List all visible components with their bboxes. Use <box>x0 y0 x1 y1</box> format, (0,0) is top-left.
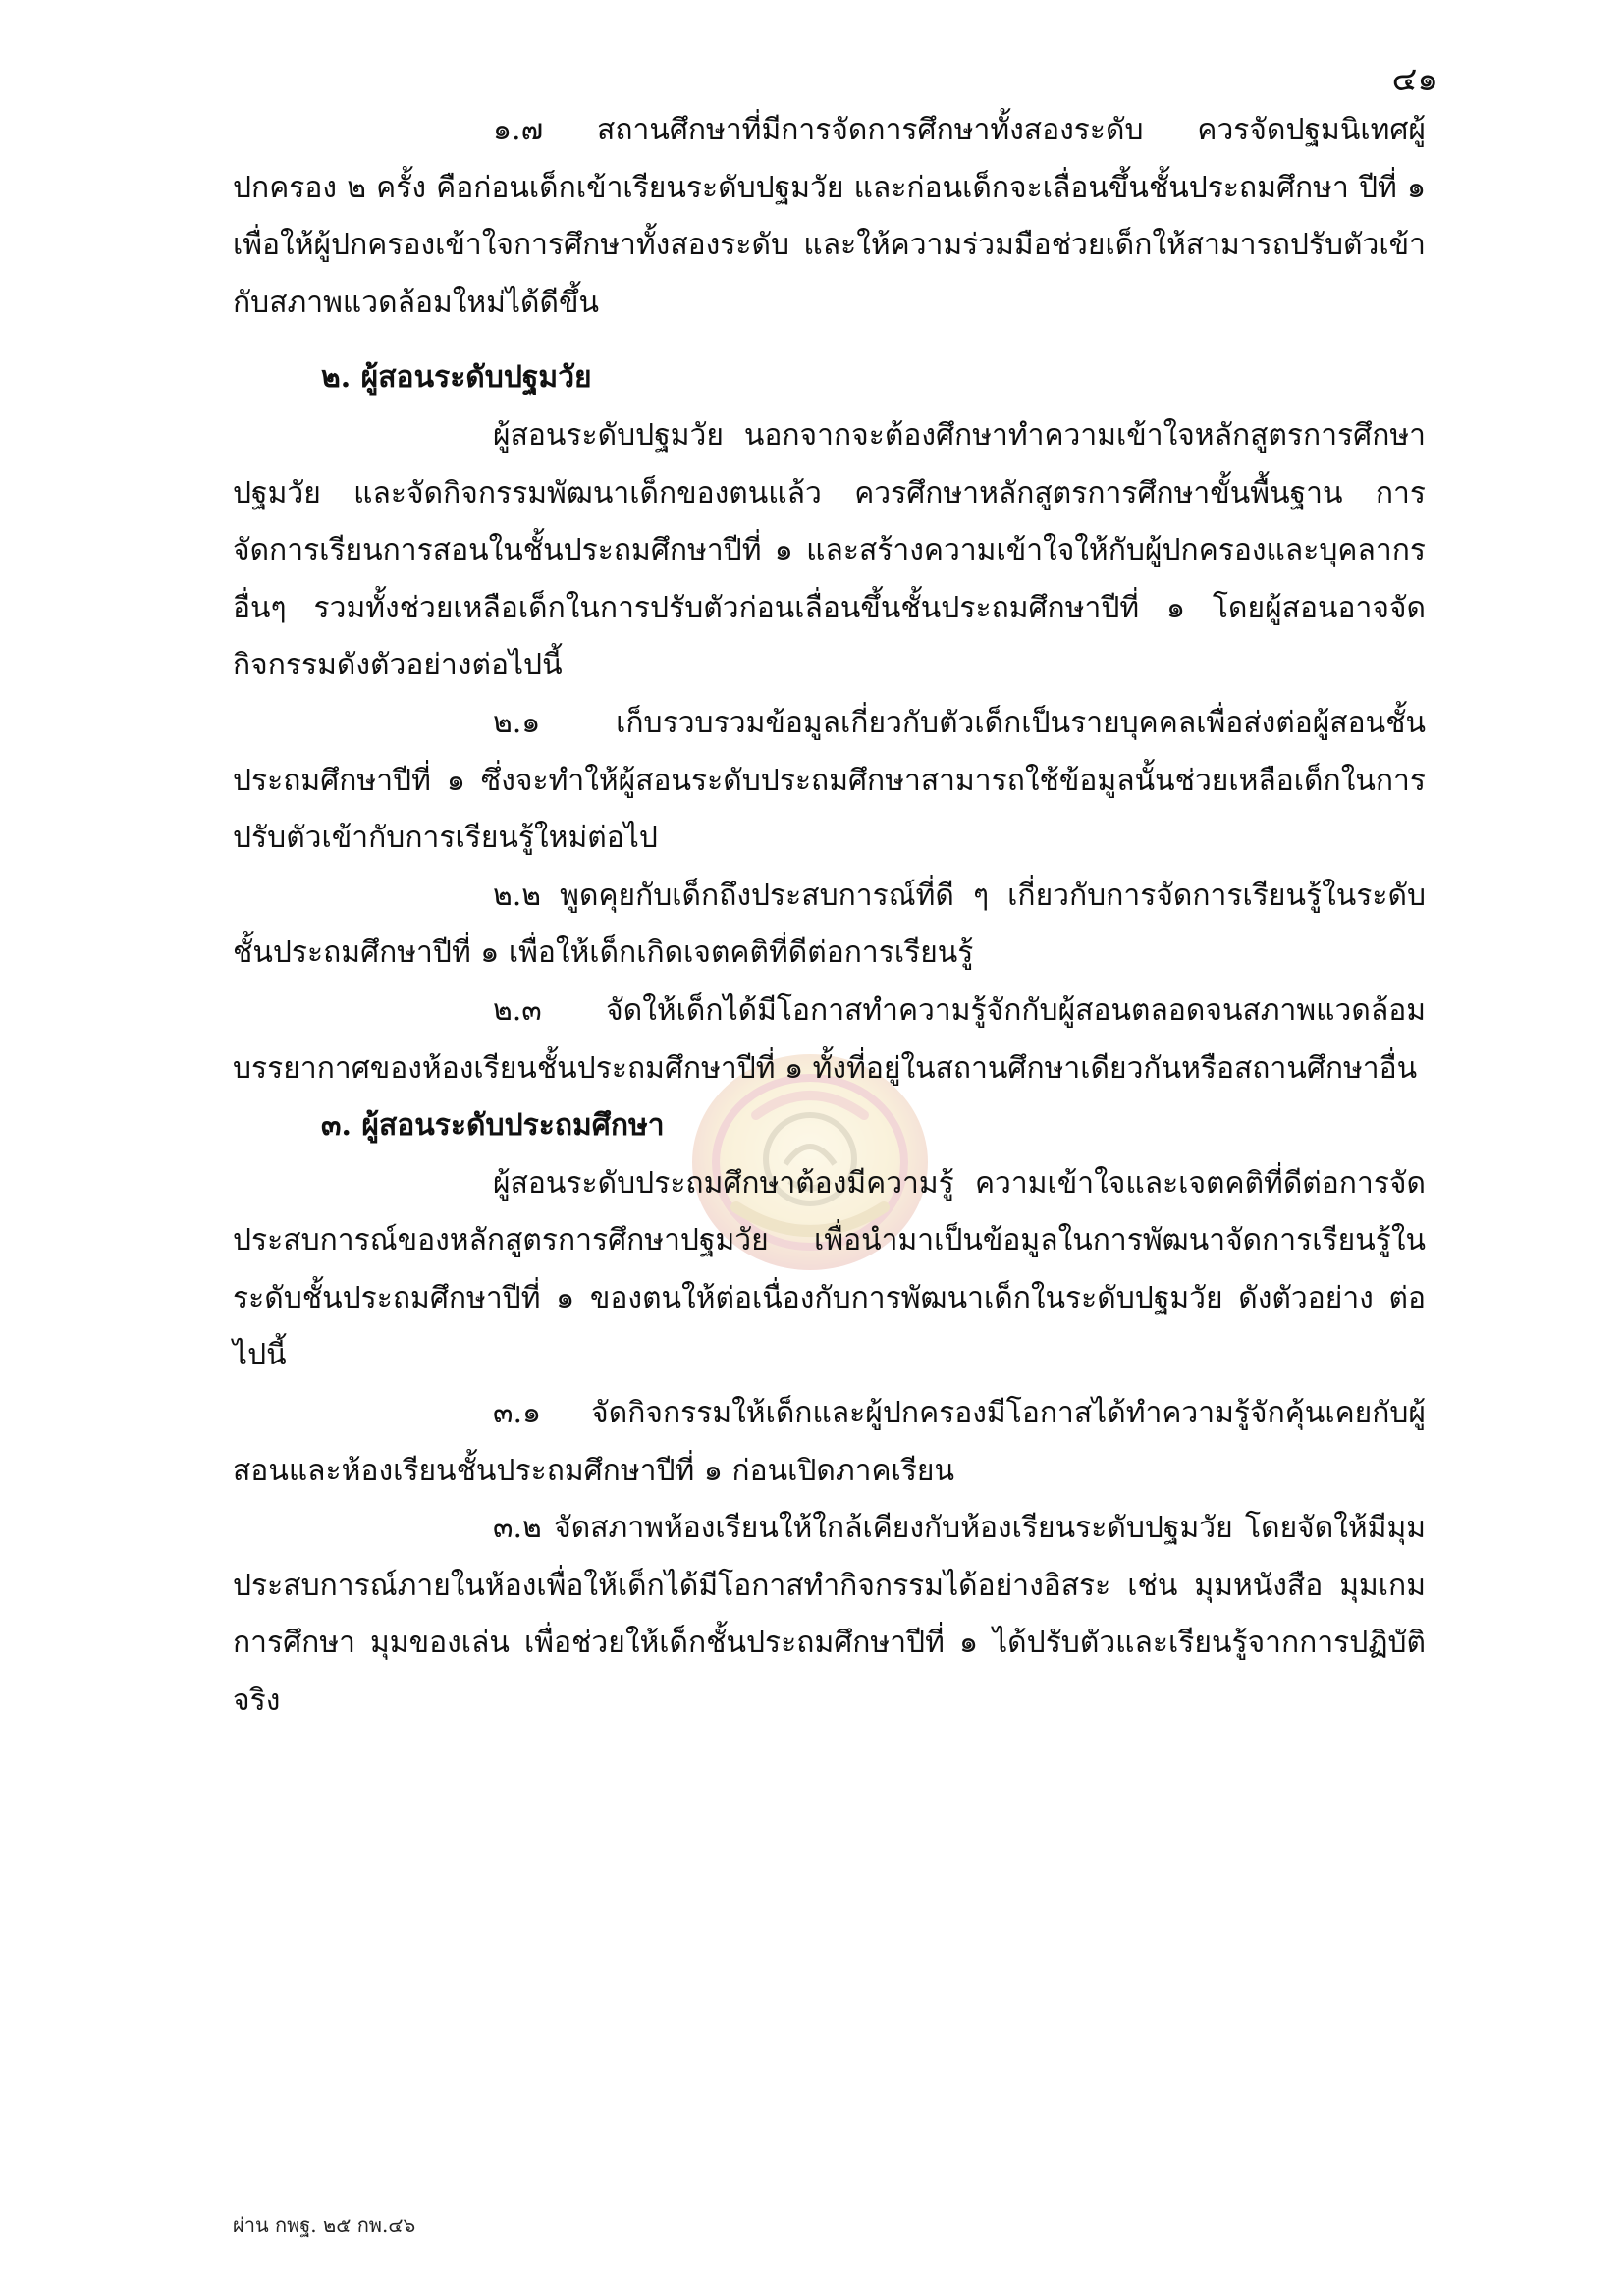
section-2-item-2-1: ๒.๑ เก็บรวบรวมข้อมูลเกี่ยวกับตัวเด็กเป็นรายบุคคลเพื่อส่งต่อผู้สอนชั้นประถมศึกษาปีที่ ๑ ซึ่งจะทำให้ผู้สอนระดับประถมศึกษาสามารถใช้ข้อมูลนั้นช่วยเหลือเด็กในการปรับตัวเข้ากับการเรียนรู้ใหม่ต่อไป <box>233 705 1426 856</box>
section-3-intro: ผู้สอนระดับประถมศึกษาต้องมีความรู้ ความเข้าใจและเจตคติที่ดีต่อการจัดประสบการณ์ของหลักสูตรการศึกษาปฐมวัย เพื่อนำมาเป็นข้อมูลในการพัฒนาจัดการเรียนรู้ในระดับชั้นประถมศึกษาปีที่ ๑ ของตนให้ต่อเนื่องกับการพัฒนาเด็กในระดับปฐมวัย ดังตัวอย่าง ต่อไปนี้ <box>233 1165 1426 1373</box>
page-number: ๔๑ <box>1391 60 1438 99</box>
section-3-item-3-2: ๓.๒ จัดสภาพห้องเรียนให้ใกล้เคียงกับห้องเรียนระดับปฐมวัย โดยจัดให้มีมุมประสบการณ์ภายในห้องเพื่อให้เด็กได้มีโอกาสทำกิจกรรมได้อย่างอิสระ เช่น มุมหนังสือ มุมเกมการศึกษา มุมของเล่น เพื่อช่วยให้เด็กชั้นประถมศึกษาปีที่ ๑ ได้ปรับตัวและเรียนรู้จากการปฏิบัติจริง <box>233 1511 1426 1719</box>
section-2-heading: ๒. ผู้สอนระดับปฐมวัย <box>321 360 592 396</box>
document-body <box>233 102 1426 1731</box>
section-3-item-3-1: ๓.๑ จัดกิจกรรมให้เด็กและผู้ปกครองมีโอกาสได้ทำความรู้จักคุ้นเคยกับผู้สอนและห้องเรียนชั้นประถมศึกษาปีที่ ๑ ก่อนเปิดภาคเรียน <box>233 1396 1426 1488</box>
section-1-item-1-7: ๑.๗ สถานศึกษาที่มีการจัดการศึกษาทั้งสองระดับ ควรจัดปฐมนิเทศผู้ปกครอง ๒ ครั้ง คือก่อนเด็กเข้าเรียนระดับปฐมวัย และก่อนเด็กจะเลื่อนขึ้นชั้นประถมศึกษา ปีที่ ๑ เพื่อให้ผู้ปกครองเข้าใจการศึกษาทั้งสองระดับ และให้ความร่วมมือช่วยเด็กให้สามารถปรับตัวเข้ากับสภาพแวดล้อมใหม่ได้ดีขึ้น <box>233 113 1426 320</box>
section-3-heading: ๓. ผู้สอนระดับประถมศึกษา <box>321 1108 665 1144</box>
section-2-item-2-3: ๒.๓ จัดให้เด็กได้มีโอกาสทำความรู้จักกับผู้สอนตลอดจนสภาพแวดล้อมบรรยากาศของห้องเรียนชั้นประถมศึกษาปีที่ ๑ ทั้งที่อยู่ในสถานศึกษาเดียวกันหรือสถานศึกษาอื่น <box>233 992 1426 1086</box>
section-2-intro: ผู้สอนระดับปฐมวัย นอกจากจะต้องศึกษาทำความเข้าใจหลักสูตรการศึกษาปฐมวัย และจัดกิจกรรมพัฒนาเด็กของตนแล้ว ควรศึกษาหลักสูตรการศึกษาขั้นพื้นฐาน การจัดการเรียนการสอนในชั้นประถมศึกษาปีที่ ๑ และสร้างความเข้าใจให้กับผู้ปกครองและบุคลากรอื่นๆ รวมทั้งช่วยเหลือเด็กในการปรับตัวก่อนเลื่อนขึ้นชั้นประถมศึกษาปีที่ ๑ โดยผู้สอนอาจจัดกิจกรรมดังตัวอย่างต่อไปนี้ <box>233 417 1426 683</box>
section-2-item-2-2: ๒.๒ พูดคุยกับเด็กถึงประสบการณ์ที่ดี ๆ เกี่ยวกับการจัดการเรียนรู้ในระดับชั้นประถมศึกษาปีที่ ๑ เพื่อให้เด็กเกิดเจตคติที่ดีต่อการเรียนรู้ <box>233 878 1426 971</box>
footer-approval-note: ผ่าน กพฐ. ๒๕ กพ.๔๖ <box>233 2214 416 2237</box>
